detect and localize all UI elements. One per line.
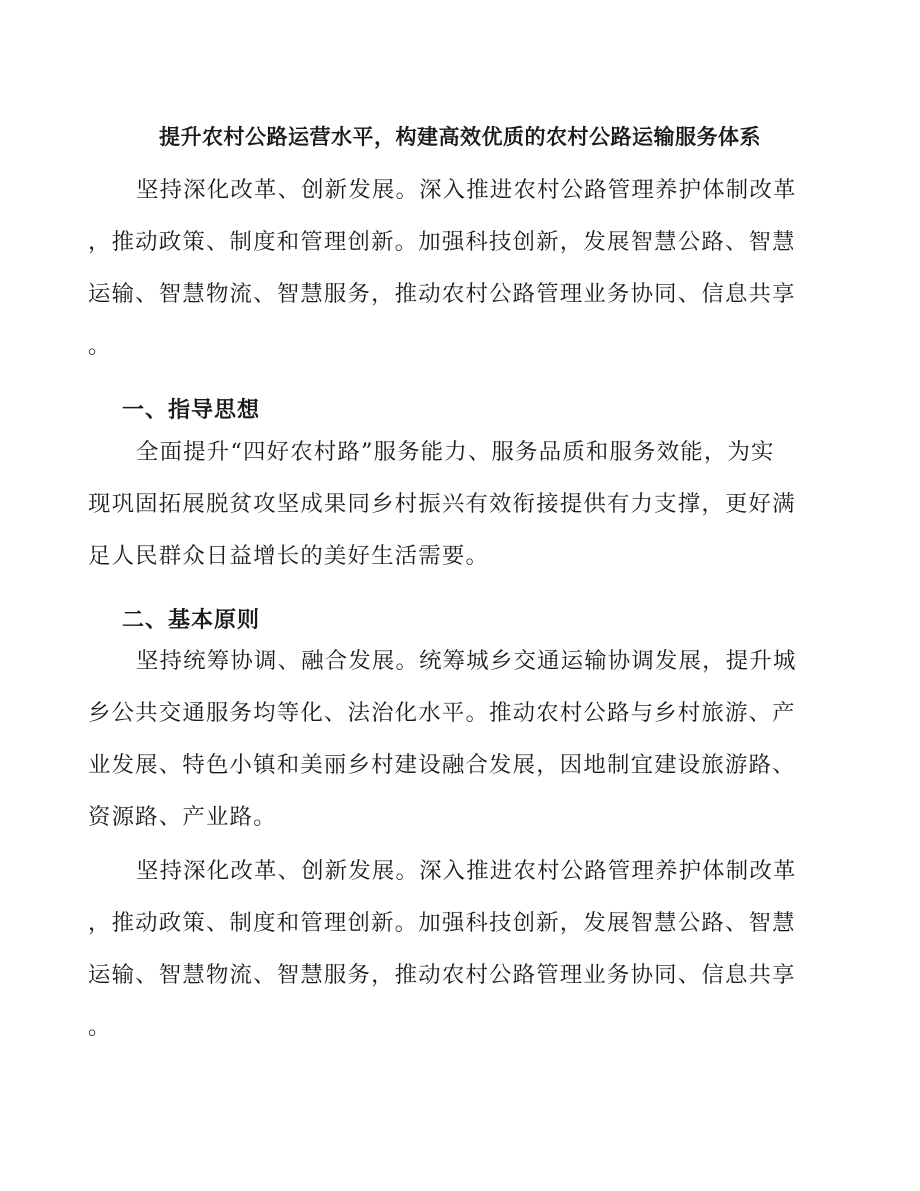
text-line: 。 (88, 333, 112, 359)
text-line: 乡公共交通服务均等化、法治化水平。推动农村公路与乡村旅游、产 (88, 700, 796, 726)
text-line: 坚持统筹协调、融合发展。统筹城乡交通运输协调发展，提升城 (136, 648, 797, 674)
text-line: 全面提升“四好农村路”服务能力、服务品质和服务效能，为实 (136, 439, 775, 465)
text-line: 业发展、特色小镇和美丽乡村建设融合发展，因地制宜建设旅游路、 (88, 752, 796, 778)
text-line: 足人民群众日益增长的美好生活需要。 (88, 543, 490, 569)
text-line: 运输、智慧物流、智慧服务，推动农村公路管理业务协同、信息共享 (88, 962, 796, 988)
intro-paragraph (88, 164, 832, 372)
principle-paragraph-1 (88, 635, 832, 843)
text-line: ，推动政策、制度和管理创新。加强科技创新，发展智慧公路、智慧 (88, 229, 796, 255)
text-line: ，推动政策、制度和管理创新。加强科技创新，发展智慧公路、智慧 (88, 910, 796, 936)
text-line: 现巩固拓展脱贫攻坚成果同乡村振兴有效衔接提供有力支撑，更好满 (88, 491, 796, 517)
text-line: 运输、智慧物流、智慧服务，推动农村公路管理业务协同、信息共享 (88, 281, 796, 307)
guiding-thought-paragraph (88, 426, 832, 582)
section-heading-basic-principles: 二、基本原则 (122, 607, 261, 633)
text-line: 坚持深化改革、创新发展。深入推进农村公路管理养护体制改革 (136, 177, 797, 203)
document-title: 提升农村公路运营水平，构建高效优质的农村公路运输服务体系 (159, 124, 761, 149)
section-heading-guiding-thought: 一、指导思想 (122, 397, 261, 423)
text-line: 。 (88, 1014, 112, 1040)
text-line: 坚持深化改革、创新发展。深入推进农村公路管理养护体制改革 (136, 858, 797, 884)
text-line: 资源路、产业路。 (88, 804, 277, 830)
principle-paragraph-2 (88, 845, 832, 1053)
